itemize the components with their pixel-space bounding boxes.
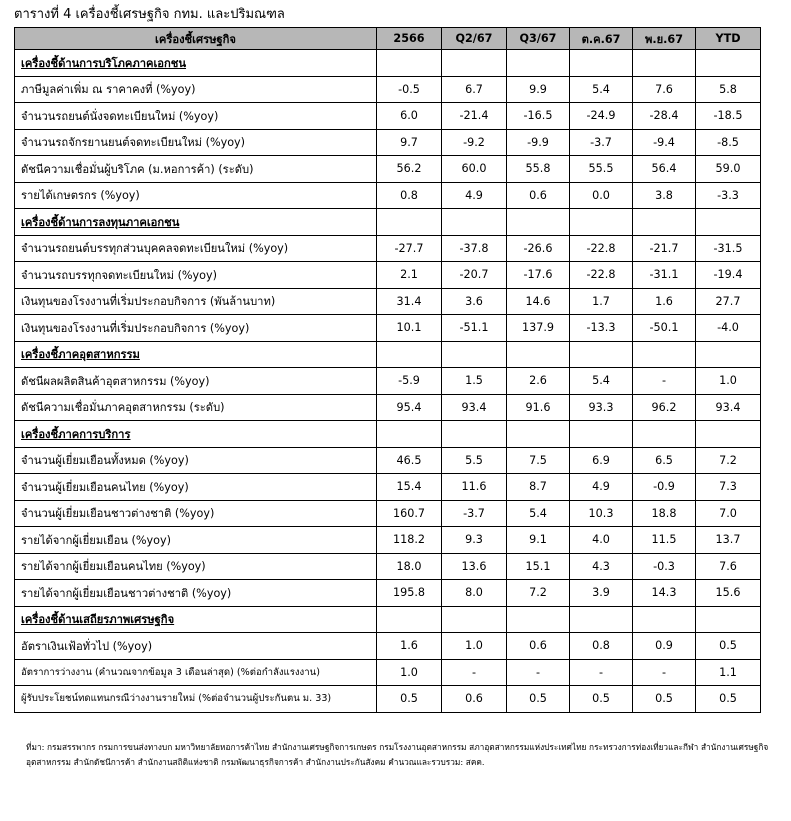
value-cell: 0.5 bbox=[696, 686, 761, 713]
value-cell bbox=[377, 606, 442, 633]
value-cell: -5.9 bbox=[377, 368, 442, 395]
section-title: เครื่องชี้ภาคการบริการ bbox=[15, 421, 377, 448]
column-header-indicator: เครื่องชี้เศรษฐกิจ bbox=[15, 28, 377, 50]
value-cell: 27.7 bbox=[696, 288, 761, 315]
value-cell bbox=[377, 341, 442, 368]
value-cell: 56.2 bbox=[377, 156, 442, 183]
value-cell: 95.4 bbox=[377, 394, 442, 421]
value-cell: 1.5 bbox=[442, 368, 507, 395]
value-cell: 1.0 bbox=[696, 368, 761, 395]
table-row bbox=[15, 129, 761, 156]
value-cell: 15.6 bbox=[696, 580, 761, 607]
value-cell: 1.0 bbox=[442, 633, 507, 660]
value-cell: 9.9 bbox=[507, 76, 570, 103]
value-cell: 9.7 bbox=[377, 129, 442, 156]
value-cell bbox=[633, 209, 696, 236]
column-header-nov-67: พ.ย.67 bbox=[633, 28, 696, 50]
column-header-oct-67: ต.ค.67 bbox=[570, 28, 633, 50]
value-cell: 0.8 bbox=[377, 182, 442, 209]
value-cell: - bbox=[507, 659, 570, 686]
value-cell: 4.3 bbox=[570, 553, 633, 580]
value-cell bbox=[633, 421, 696, 448]
indicator-label: จำนวนผู้เยี่ยมเยือนชาวต่างชาติ (%yoy) bbox=[15, 500, 377, 527]
value-cell: -27.7 bbox=[377, 235, 442, 262]
value-cell: 6.0 bbox=[377, 103, 442, 130]
indicator-label: เงินทุนของโรงงานที่เริ่มประกอบกิจการ (%yoy) bbox=[15, 315, 377, 342]
value-cell: 5.5 bbox=[442, 447, 507, 474]
value-cell: -18.5 bbox=[696, 103, 761, 130]
section-title: เครื่องชี้ด้านการลงทุนภาคเอกชน bbox=[15, 209, 377, 236]
value-cell: 31.4 bbox=[377, 288, 442, 315]
value-cell: -31.5 bbox=[696, 235, 761, 262]
value-cell: 2.1 bbox=[377, 262, 442, 289]
table-row bbox=[15, 394, 761, 421]
value-cell: 15.1 bbox=[507, 553, 570, 580]
value-cell: 93.3 bbox=[570, 394, 633, 421]
value-cell: 160.7 bbox=[377, 500, 442, 527]
value-cell: 5.4 bbox=[507, 500, 570, 527]
value-cell: 59.0 bbox=[696, 156, 761, 183]
value-cell: 6.5 bbox=[633, 447, 696, 474]
value-cell bbox=[633, 606, 696, 633]
value-cell: 93.4 bbox=[696, 394, 761, 421]
value-cell: 195.8 bbox=[377, 580, 442, 607]
value-cell: 9.1 bbox=[507, 527, 570, 554]
table-row bbox=[15, 686, 761, 713]
value-cell: 3.9 bbox=[570, 580, 633, 607]
economic-indicators-table bbox=[14, 27, 761, 713]
value-cell: 0.5 bbox=[633, 686, 696, 713]
table-row bbox=[15, 633, 761, 660]
value-cell: 0.9 bbox=[633, 633, 696, 660]
value-cell bbox=[633, 50, 696, 77]
indicator-label: จำนวนรถบรรทุกจดทะเบียนใหม่ (%yoy) bbox=[15, 262, 377, 289]
value-cell: 0.0 bbox=[570, 182, 633, 209]
value-cell: -9.4 bbox=[633, 129, 696, 156]
table-row bbox=[15, 156, 761, 183]
section-title: เครื่องชี้ด้านเสถียรภาพเศรษฐกิจ bbox=[15, 606, 377, 633]
table-body bbox=[15, 50, 761, 713]
value-cell: - bbox=[633, 659, 696, 686]
indicator-label: จำนวนผู้เยี่ยมเยือนคนไทย (%yoy) bbox=[15, 474, 377, 501]
indicator-label: รายได้จากผู้เยี่ยมเยือนชาวต่างชาติ (%yoy) bbox=[15, 580, 377, 607]
value-cell: 118.2 bbox=[377, 527, 442, 554]
value-cell: 0.6 bbox=[507, 633, 570, 660]
value-cell: 93.4 bbox=[442, 394, 507, 421]
value-cell: 8.0 bbox=[442, 580, 507, 607]
value-cell: 0.8 bbox=[570, 633, 633, 660]
value-cell: 1.1 bbox=[696, 659, 761, 686]
value-cell bbox=[696, 421, 761, 448]
value-cell: -17.6 bbox=[507, 262, 570, 289]
section-title: เครื่องชี้ด้านการบริโภคภาคเอกชน bbox=[15, 50, 377, 77]
value-cell: -26.6 bbox=[507, 235, 570, 262]
value-cell: 5.4 bbox=[570, 368, 633, 395]
indicator-label: ภาษีมูลค่าเพิ่ม ณ ราคาคงที่ (%yoy) bbox=[15, 76, 377, 103]
value-cell: 60.0 bbox=[442, 156, 507, 183]
value-cell bbox=[377, 209, 442, 236]
value-cell: 14.3 bbox=[633, 580, 696, 607]
value-cell: 137.9 bbox=[507, 315, 570, 342]
value-cell: 7.2 bbox=[507, 580, 570, 607]
value-cell bbox=[442, 341, 507, 368]
value-cell: 11.5 bbox=[633, 527, 696, 554]
value-cell bbox=[570, 606, 633, 633]
table-row bbox=[15, 580, 761, 607]
value-cell bbox=[507, 421, 570, 448]
table-row bbox=[15, 76, 761, 103]
value-cell: - bbox=[442, 659, 507, 686]
value-cell: 7.3 bbox=[696, 474, 761, 501]
value-cell: 6.7 bbox=[442, 76, 507, 103]
value-cell bbox=[570, 209, 633, 236]
value-cell: 18.0 bbox=[377, 553, 442, 580]
table-row bbox=[15, 527, 761, 554]
table-row bbox=[15, 659, 761, 686]
table-row bbox=[15, 500, 761, 527]
value-cell: 6.9 bbox=[570, 447, 633, 474]
value-cell: -3.7 bbox=[570, 129, 633, 156]
value-cell bbox=[507, 209, 570, 236]
section-header-row bbox=[15, 421, 761, 448]
value-cell: 4.0 bbox=[570, 527, 633, 554]
value-cell bbox=[442, 209, 507, 236]
indicator-label: เงินทุนของโรงงานที่เริ่มประกอบกิจการ (พันล้านบาท) bbox=[15, 288, 377, 315]
indicator-label: อัตราการว่างงาน (คำนวณจากข้อมูล 3 เดือนล่าสุด) (%ต่อกำลังแรงงาน) bbox=[15, 659, 377, 686]
column-header-q3-67: Q3/67 bbox=[507, 28, 570, 50]
value-cell: 7.5 bbox=[507, 447, 570, 474]
value-cell bbox=[570, 341, 633, 368]
value-cell: -13.3 bbox=[570, 315, 633, 342]
value-cell: -37.8 bbox=[442, 235, 507, 262]
indicator-label: รายได้จากผู้เยี่ยมเยือนคนไทย (%yoy) bbox=[15, 553, 377, 580]
value-cell: -51.1 bbox=[442, 315, 507, 342]
indicator-label: ดัชนีความเชื่อมั่นผู้บริโภค (ม.หอการค้า) (ระดับ) bbox=[15, 156, 377, 183]
value-cell: 4.9 bbox=[570, 474, 633, 501]
indicator-label: จำนวนรถยนต์นั่งจดทะเบียนใหม่ (%yoy) bbox=[15, 103, 377, 130]
value-cell: 7.2 bbox=[696, 447, 761, 474]
value-cell bbox=[696, 50, 761, 77]
column-header-2566: 2566 bbox=[377, 28, 442, 50]
value-cell: -3.7 bbox=[442, 500, 507, 527]
indicator-label: จำนวนผู้เยี่ยมเยือนทั้งหมด (%yoy) bbox=[15, 447, 377, 474]
value-cell: 7.6 bbox=[633, 76, 696, 103]
value-cell: -8.5 bbox=[696, 129, 761, 156]
indicator-label: ดัชนีความเชื่อมั่นภาคอุตสาหกรรม (ระดับ) bbox=[15, 394, 377, 421]
value-cell: -24.9 bbox=[570, 103, 633, 130]
value-cell: 96.2 bbox=[633, 394, 696, 421]
table-row bbox=[15, 553, 761, 580]
indicator-label: ผู้รับประโยชน์ทดแทนกรณีว่างงานรายใหม่ (%ต่อจำนวนผู้ประกันตน ม. 33) bbox=[15, 686, 377, 713]
value-cell: -21.7 bbox=[633, 235, 696, 262]
section-title: เครื่องชี้ภาคอุตสาหกรรม bbox=[15, 341, 377, 368]
table-row bbox=[15, 103, 761, 130]
value-cell: 3.6 bbox=[442, 288, 507, 315]
value-cell: 55.5 bbox=[570, 156, 633, 183]
source-footnote: ที่มา: กรมสรรพากร กรมการขนส่งทางบก มหาวิทยาลัยหอการค้าไทย สำนักงานเศรษฐกิจการเกษตร กรมโรงงานอุตสาหกรรม สภาอุตสาหกรรมแห่งประเทศไทย กระทรวงการท่องเที่ยวและกีฬา สำนักงานเศรษฐกิจอุตสาหกรรม สำนักดัชนีการค้า สำนักงานสถิติแห่งชาติ กรมพัฒนาธุรกิจการค้า สำนักงานประกันสังคม คำนวณและรวบรวม: สคค. bbox=[26, 742, 769, 767]
value-cell: 5.8 bbox=[696, 76, 761, 103]
value-cell: 14.6 bbox=[507, 288, 570, 315]
table-row bbox=[15, 182, 761, 209]
value-cell: 0.6 bbox=[442, 686, 507, 713]
value-cell: 10.1 bbox=[377, 315, 442, 342]
indicator-label: จำนวนรถยนต์บรรทุกส่วนบุคคลจดทะเบียนใหม่ (%yoy) bbox=[15, 235, 377, 262]
value-cell: -3.3 bbox=[696, 182, 761, 209]
value-cell bbox=[377, 421, 442, 448]
value-cell bbox=[507, 50, 570, 77]
value-cell: 13.7 bbox=[696, 527, 761, 554]
value-cell bbox=[377, 50, 442, 77]
value-cell: 0.5 bbox=[507, 686, 570, 713]
value-cell: 55.8 bbox=[507, 156, 570, 183]
value-cell: 2.6 bbox=[507, 368, 570, 395]
value-cell: 9.3 bbox=[442, 527, 507, 554]
value-cell: -22.8 bbox=[570, 235, 633, 262]
value-cell: -0.5 bbox=[377, 76, 442, 103]
indicator-label: รายได้จากผู้เยี่ยมเยือน (%yoy) bbox=[15, 527, 377, 554]
value-cell: 10.3 bbox=[570, 500, 633, 527]
table-row bbox=[15, 235, 761, 262]
value-cell: -16.5 bbox=[507, 103, 570, 130]
indicator-label: ดัชนีผลผลิตสินค้าอุตสาหกรรม (%yoy) bbox=[15, 368, 377, 395]
value-cell: -21.4 bbox=[442, 103, 507, 130]
value-cell: -0.3 bbox=[633, 553, 696, 580]
value-cell: -28.4 bbox=[633, 103, 696, 130]
value-cell: 1.6 bbox=[377, 633, 442, 660]
value-cell: 46.5 bbox=[377, 447, 442, 474]
value-cell: 15.4 bbox=[377, 474, 442, 501]
section-header-row bbox=[15, 341, 761, 368]
value-cell: -50.1 bbox=[633, 315, 696, 342]
value-cell: 5.4 bbox=[570, 76, 633, 103]
value-cell: 4.9 bbox=[442, 182, 507, 209]
value-cell: 11.6 bbox=[442, 474, 507, 501]
section-header-row bbox=[15, 209, 761, 236]
value-cell: -9.2 bbox=[442, 129, 507, 156]
column-header-q2-67: Q2/67 bbox=[442, 28, 507, 50]
value-cell: 0.5 bbox=[570, 686, 633, 713]
indicator-label: จำนวนรถจักรยานยนต์จดทะเบียนใหม่ (%yoy) bbox=[15, 129, 377, 156]
value-cell bbox=[570, 50, 633, 77]
value-cell: 7.6 bbox=[696, 553, 761, 580]
value-cell bbox=[696, 606, 761, 633]
indicator-label: อัตราเงินเฟ้อทั่วไป (%yoy) bbox=[15, 633, 377, 660]
value-cell: 1.6 bbox=[633, 288, 696, 315]
table-row bbox=[15, 288, 761, 315]
value-cell bbox=[442, 606, 507, 633]
value-cell: - bbox=[570, 659, 633, 686]
table-header-row bbox=[15, 28, 761, 50]
section-header-row bbox=[15, 50, 761, 77]
table-row bbox=[15, 262, 761, 289]
value-cell: 3.8 bbox=[633, 182, 696, 209]
value-cell bbox=[442, 421, 507, 448]
value-cell: - bbox=[633, 368, 696, 395]
value-cell bbox=[570, 421, 633, 448]
value-cell: -4.0 bbox=[696, 315, 761, 342]
value-cell: -19.4 bbox=[696, 262, 761, 289]
value-cell: -0.9 bbox=[633, 474, 696, 501]
value-cell bbox=[696, 341, 761, 368]
value-cell: 1.0 bbox=[377, 659, 442, 686]
table-row bbox=[15, 474, 761, 501]
value-cell: -22.8 bbox=[570, 262, 633, 289]
value-cell: 8.7 bbox=[507, 474, 570, 501]
value-cell: 0.5 bbox=[696, 633, 761, 660]
value-cell: 13.6 bbox=[442, 553, 507, 580]
value-cell: 56.4 bbox=[633, 156, 696, 183]
table-row bbox=[15, 315, 761, 342]
value-cell: 18.8 bbox=[633, 500, 696, 527]
value-cell: 7.0 bbox=[696, 500, 761, 527]
table-title: ตารางที่ 4 เครื่องชี้เศรษฐกิจ กทม. และปริมณฑล bbox=[14, 7, 285, 22]
table-row bbox=[15, 447, 761, 474]
indicator-label: รายได้เกษตรกร (%yoy) bbox=[15, 182, 377, 209]
value-cell: 0.6 bbox=[507, 182, 570, 209]
column-header-ytd: YTD bbox=[696, 28, 761, 50]
section-header-row bbox=[15, 606, 761, 633]
value-cell bbox=[507, 606, 570, 633]
table-row bbox=[15, 368, 761, 395]
value-cell: -31.1 bbox=[633, 262, 696, 289]
value-cell bbox=[633, 341, 696, 368]
value-cell bbox=[507, 341, 570, 368]
value-cell: 91.6 bbox=[507, 394, 570, 421]
value-cell: 0.5 bbox=[377, 686, 442, 713]
value-cell bbox=[696, 209, 761, 236]
value-cell bbox=[442, 50, 507, 77]
value-cell: 1.7 bbox=[570, 288, 633, 315]
value-cell: -20.7 bbox=[442, 262, 507, 289]
value-cell: -9.9 bbox=[507, 129, 570, 156]
